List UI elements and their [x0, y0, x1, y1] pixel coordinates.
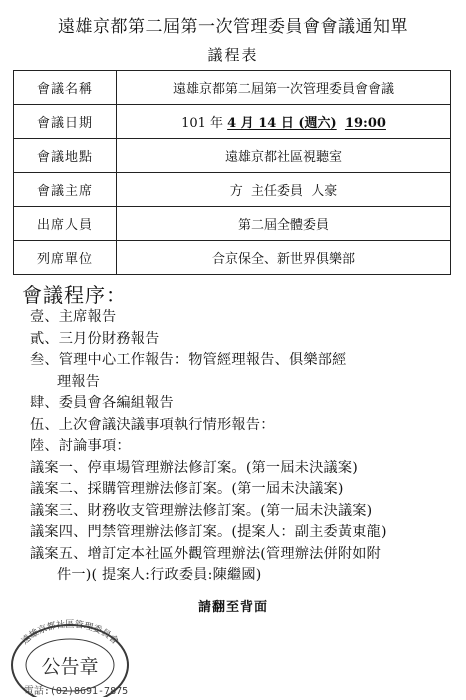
- agenda-item: 陸、討論事項：: [30, 438, 131, 454]
- value-observers: 合京保全、新世界俱樂部: [117, 241, 451, 275]
- date-time: 19:00: [344, 116, 386, 131]
- label-attendees: 出席人員: [14, 207, 117, 241]
- seal-phone-text: 電話:(02)8691-7875: [23, 686, 129, 697]
- value-meeting-chair: 方 主任委員 人豪: [117, 173, 451, 207]
- value-meeting-location: 遠雄京都社區視聽室: [117, 139, 451, 173]
- date-year: 101 年: [181, 116, 228, 131]
- label-meeting-date: 會議日期: [14, 105, 117, 139]
- table-row: [14, 173, 451, 207]
- label-meeting-name: 會議名稱: [14, 71, 117, 105]
- announcement-seal: [6, 617, 134, 697]
- agenda-motion: 議案四、門禁管理辦法修訂案。(提案人：副主委黃東龍): [30, 524, 387, 540]
- label-meeting-chair: 會議主席: [14, 173, 117, 207]
- agenda-motion: 議案一、停車場管理辦法修訂案。(第一屆未決議案): [30, 459, 358, 476]
- agenda-item: 肆、委員會各編組報告: [30, 395, 174, 411]
- table-row: [14, 207, 451, 241]
- seal-ring-text: 遠雄京都社區管理委員會: [20, 620, 120, 647]
- turn-over-note: 請翻至背面: [197, 600, 268, 615]
- agenda-list: [30, 307, 458, 587]
- label-meeting-location: 會議地點: [14, 139, 117, 173]
- agenda-item: 叁、管理中心工作報告：物管經理報告、俱樂部經: [30, 352, 347, 368]
- agenda-motion: 議案二、採購管理辦法修訂案。(第一屆未決議案): [30, 481, 344, 497]
- agenda-title: 會議程序：: [22, 283, 127, 307]
- agenda-item: 貳、三月份財務報告: [30, 330, 160, 347]
- agenda-motion: 議案五、增訂定本社區外觀管理辦法(管理辦法併附如附: [30, 545, 382, 562]
- agenda-motion-continuation: 件一)( 提案人:行政委員:陳繼國): [57, 567, 262, 583]
- value-meeting-date: [117, 105, 451, 139]
- label-observers: 列席單位: [14, 241, 117, 275]
- meeting-info-table: [13, 70, 451, 275]
- agenda-item: 伍、上次會議決議事項執行情形報告：: [30, 416, 275, 433]
- table-row: [14, 241, 451, 275]
- seal-center-text: 公告章: [41, 656, 99, 678]
- table-row: [14, 71, 451, 105]
- value-attendees: 第二屆全體委員: [117, 207, 451, 241]
- agenda-item: 壹、主席報告: [30, 309, 117, 325]
- agenda-item-continuation: 理報告: [57, 373, 101, 390]
- table-row: [14, 105, 451, 139]
- document-subtitle: 議程表: [207, 46, 259, 64]
- document-title: 遠雄京都第二屆第一次管理委員會會議通知單: [58, 17, 408, 37]
- date-gap: [337, 116, 345, 131]
- date-day: 4 月 14 日 (週六): [227, 116, 337, 131]
- table-row: [14, 139, 451, 173]
- agenda-motion: 議案三、財務收支管理辦法修訂案。(第一屆未決議案): [30, 502, 373, 519]
- value-meeting-name: 遠雄京都第二屆第一次管理委員會會議: [117, 71, 451, 105]
